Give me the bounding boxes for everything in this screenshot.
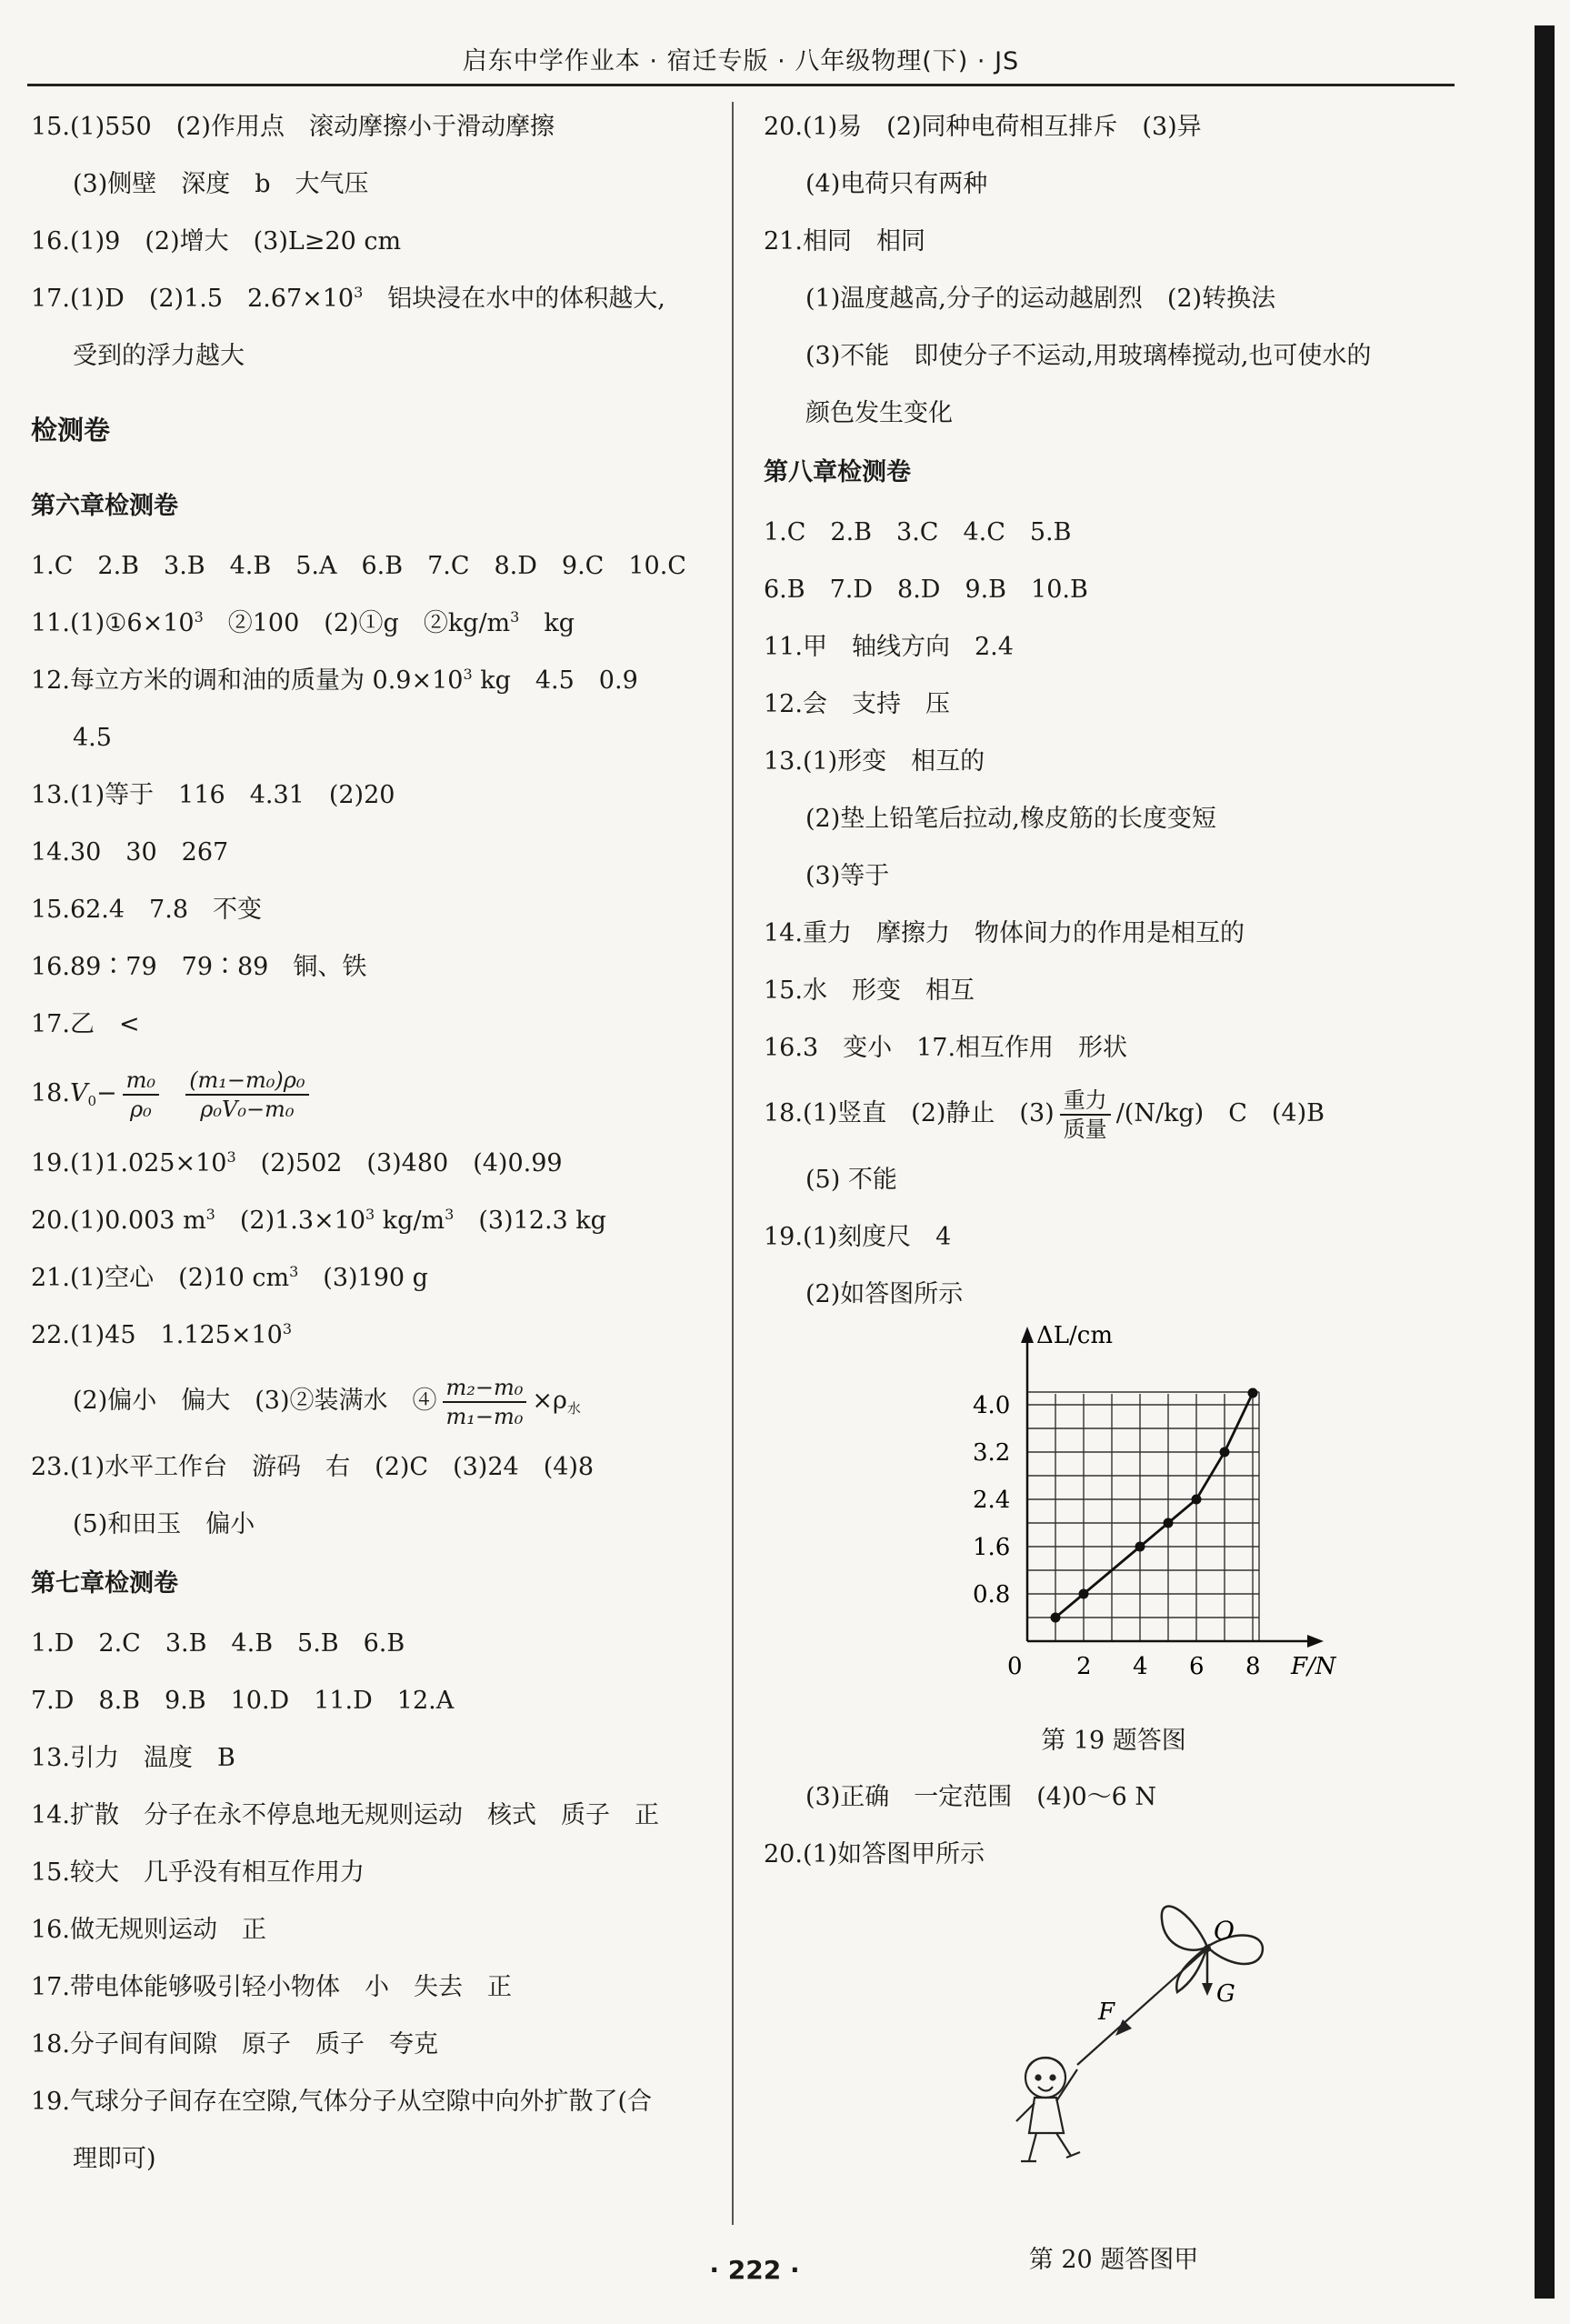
kite-caption: 第 20 题答图甲 [1028,2246,1199,2274]
kite-figure [764,1883,1464,2233]
answer-line: 6.B 7.D 8.D 9.B 10.B [764,576,1088,604]
answer-line-formula: $18.V_0-$ $\frac{\text{m₀}}{\text{ρ₀}}$ $\frac{\text{(m₁−m₀)ρ₀}}{\text{ρ₀V₀−m₀}}$ [31,1053,717,1135]
label-o: O [1214,1916,1235,1946]
answer-chart-19 [764,1323,1464,1714]
answer-line: 19.气球分子间存在空隙,气体分子从空隙中向外扩散了(合 [31,2088,653,2116]
answer-line: (5) 不能 [805,1166,897,1194]
answer-line: 13.引力 温度 B [31,1744,235,1772]
data-point [1135,1542,1145,1552]
page-edge-strip [1535,25,1555,2299]
answer-line: 14.重力 摩擦力 物体间力的作用是相互的 [764,919,1245,947]
section-title: 检测卷 [31,415,111,446]
y-axis-label: ΔL/cm [1036,1323,1114,1349]
answer-line-formula: 18.(1)竖直 (2)静止 (3) $\frac{\text{重力}}{\text{质量}}$ /(N/kg) C (4)B [764,1087,1325,1142]
answer-line: 17.带电体能够吸引轻小物体 小 失去 正 [31,1973,512,2001]
left-column [31,98,717,2188]
label-f: F [1098,1998,1115,2026]
answer-line: (3)侧壁 深度 b 大气压 [73,170,369,198]
answer-line: 18.分子间有间隙 原子 质子 夸克 [31,2030,438,2059]
answer-line: 12.会 支持 压 [764,690,950,718]
answer-line: 1.D 2.C 3.B 4.B 5.B 6.B [31,1629,405,1658]
answer-line: (2)垫上铅笔后拉动,橡皮筋的长度变短 [805,805,1216,833]
answer-line: 15.较大 几乎没有相互作用力 [31,1858,365,1887]
answer-line: 14.扩散 分子在永不停息地无规则运动 核式 质子 正 [31,1801,659,1829]
answer-line: 21.(1)空心 (2)10 $cm^3$ (3)190 g [31,1263,428,1292]
answer-line: 22.(1)45 $1.125\times 10^3$ [31,1320,293,1349]
fraction: $\frac{\text{(m₁−m₀)ρ₀}}{\text{ρ₀V₀−m₀}}$ [185,1067,308,1123]
line-chart [764,1323,1464,1714]
page-number: · 222 · [709,2255,800,2285]
x-tick-label: 2 [1076,1653,1092,1680]
answer-line: 20.(1)如答图甲所示 [764,1840,985,1868]
answer-line: (3)正确 一定范围 (4)0～6 N [805,1783,1157,1811]
answer-line: 15.水 形变 相互 [764,977,975,1005]
chapter-eight-title: 第八章检测卷 [764,458,911,486]
answer-line: 17.乙 < [31,1010,140,1038]
data-point [1079,1589,1089,1599]
answer-line: $19.(1)1.025\times 10^3$ (2)502 (3)480 (4)0.99 [31,1148,563,1177]
answer-line-formula: (2)偏小 偏大 (3)②装满水 ④ $\frac{\text{m₂−m₀}}{\text{m₁−m₀}}$ $\times\rho_水$ [73,1374,581,1429]
fraction: $\frac{\text{m₀}}{\text{ρ₀}}$ [123,1067,159,1123]
answer-line: 理即可) [73,2145,156,2173]
answer-line: 4.5 [73,724,112,752]
data-point [1220,1447,1230,1458]
answer-line: (1)温度越高,分子的运动越剧烈 (2)转换法 [805,285,1276,313]
string-force-arrow [1077,1948,1207,2065]
answer-line: (3)等于 [805,862,890,890]
x-tick-label: 6 [1189,1653,1205,1680]
data-point [1192,1495,1202,1505]
answer-line: 16.(1)9 (2)增大 (3)L≥20 cm [31,227,402,255]
x-axis-label: F/N [1291,1653,1336,1680]
answer-line: 20.(1)易 (2)同种电荷相互排斥 (3)异 [764,113,1202,141]
answer-line: (4)电荷只有两种 [805,170,988,198]
answer-line: 1.C 2.B 3.B 4.B 5.A 6.B 7.C 8.D 9.C 10.C [31,552,686,580]
answer-line: 16.3 变小 17.相互作用 形状 [764,1034,1128,1062]
answer-line: 受到的浮力越大 [73,342,245,370]
answer-line: 颜色发生变化 [805,399,953,427]
answer-line: (5)和田玉 偏小 [73,1510,255,1538]
fraction: $\frac{\text{m₂−m₀}}{\text{m₁−m₀}}$ [443,1374,527,1430]
answer-line: 21.相同 相同 [764,227,925,255]
answer-line: 16.做无规则运动 正 [31,1916,266,1944]
answer-line: 14.30 30 267 [31,838,229,866]
x-tick-label: 4 [1133,1653,1148,1680]
child-figure [1016,2058,1080,2161]
answer-line: 15.(1)550 (2)作用点 滚动摩擦小于滑动摩擦 [31,113,555,141]
answer-line: $11.(1)①6\times 10^3$ ②100 (2)①g ②kg/$m^3$ kg [31,608,575,637]
answer-line: 20.(1)0.003 $m^3$ $(2)1.3\times 10^3$ $kg/m^3$ (3)12.3 kg [31,1206,606,1235]
answer-line: 13.(1)等于 116 4.31 (2)20 [31,781,395,809]
fraction: $\frac{\text{重力}}{\text{质量}}$ [1060,1087,1111,1143]
answer-line: 16.89∶79 79∶89 铜、铁 [31,953,367,981]
answer-line: 12.每立方米的调和油的质量为 $0.9\times 10^3$ kg 4.5 0.9 [31,666,638,695]
answer-line: (3)不能 即使分子不运动,用玻璃棒搅动,也可使水的 [805,342,1372,370]
gravity-arrow-head [1202,1983,1213,1996]
x-tick-label: 8 [1245,1653,1261,1680]
kite-wing-left [1162,1907,1207,1950]
x-axis-arrow [1307,1635,1324,1648]
data-line [1055,1393,1253,1618]
y-tick-label: 2.4 [973,1487,1011,1514]
y-tick-label: 0.8 [973,1581,1011,1608]
y-tick-label: 1.6 [973,1534,1011,1561]
chart-caption: 第 19 题答图 [1041,1727,1186,1755]
answer-line: 13.(1)形变 相互的 [764,747,985,776]
answer-line: 11.甲 轴线方向 2.4 [764,633,1014,661]
column-divider [732,102,734,2225]
chapter-seven-title: 第七章检测卷 [31,1569,178,1598]
kite-diagram [764,1883,1464,2233]
data-point [1248,1388,1258,1398]
y-tick-label: 3.2 [973,1439,1011,1467]
answer-line: 7.D 8.B 9.B 10.D 11.D 12.A [31,1687,455,1715]
chapter-six-title: 第六章检测卷 [31,492,178,520]
right-column [764,98,1464,2288]
answer-line: 23.(1)水平工作台 游码 右 (2)C (3)24 (4)8 [31,1453,595,1481]
data-point [1051,1613,1061,1623]
page-header [27,44,1455,86]
data-point [1164,1518,1174,1528]
origin-label: 0 [1007,1653,1023,1680]
answer-line: 15.62.4 7.8 不变 [31,896,262,924]
y-tick-label: 4.0 [973,1392,1011,1419]
answer-line: 19.(1)刻度尺 4 [764,1223,952,1251]
y-axis-arrow [1021,1327,1034,1343]
label-g: G [1216,1980,1235,2008]
answer-line: 1.C 2.B 3.C 4.C 5.B [764,518,1072,546]
answer-line: (2)如答图所示 [805,1280,964,1308]
header-title: 启东中学作业本 · 宿迁专版 · 八年级物理(下) · JS [462,47,1020,75]
answer-line: 17.(1)D (2)1.5 $2.67\times 10^3$ 铝块浸在水中的体积越大, [31,284,665,313]
